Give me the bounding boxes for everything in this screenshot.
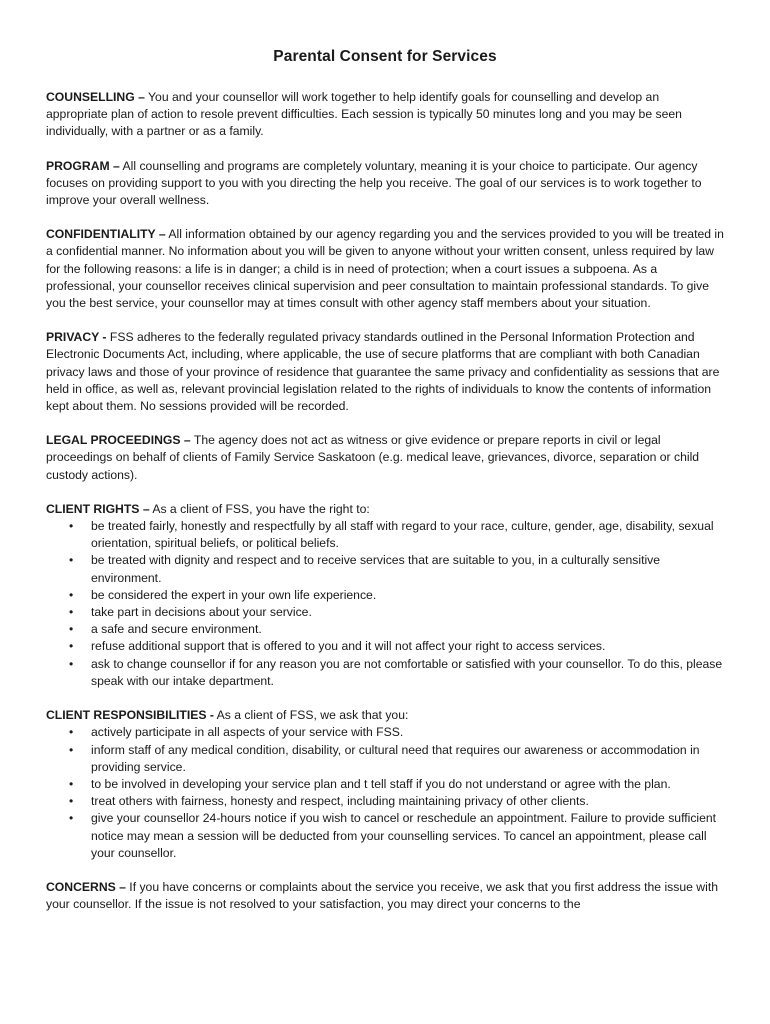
section-heading: LEGAL PROCEEDINGS –: [46, 433, 191, 448]
list-item: • to be involved in developing your service plan and t tell staff if you do not understand or agree with the plan.: [91, 776, 724, 793]
section-legal-proceedings: [46, 432, 724, 484]
section-privacy: [46, 329, 724, 415]
client-responsibilities-list: [46, 724, 724, 862]
section-text: As a client of FSS, you have the right to:: [149, 501, 370, 516]
page-title: Parental Consent for Services: [273, 48, 497, 65]
section-text: If you have concerns or complaints about the service you receive, we ask that you first address the issue with your counsellor. If the issue is not resolved to your satisfaction, you may direct your concerns to the: [46, 879, 718, 912]
section-text: FSS adheres to the federally regulated privacy standards outlined in the Personal Information Protection and Electronic Documents Act, including, where applicable, the use of secure platforms that are compliant with both Canadian privacy laws and those of your province of residence that guarantee the same privacy and confidentiality as sessions that are held in office, as well as, relevant provincial legislation related to the rights of individuals to know the contents of information kept about them. No sessions provided will be recorded.: [46, 330, 720, 414]
list-item: • treat others with fairness, honesty and respect, including maintaining privacy of other clients.: [91, 793, 724, 810]
section-heading: PROGRAM –: [46, 158, 120, 173]
list-item: • inform staff of any medical condition, disability, or cultural need that requires our awareness or accommodation in providing service.: [91, 742, 724, 776]
section-heading: CONCERNS –: [46, 879, 126, 894]
list-item: • be considered the expert in your own life experience.: [91, 587, 724, 604]
section-heading: COUNSELLING –: [46, 90, 145, 104]
section-client-rights: [46, 501, 724, 690]
section-confidentiality: [46, 226, 724, 312]
list-item: • refuse additional support that is offered to you and it will not affect your right to access services.: [91, 638, 724, 655]
section-counselling: [46, 89, 724, 141]
section-client-responsibilities: [46, 707, 724, 862]
section-heading: CLIENT RESPONSIBILITIES -: [46, 708, 214, 723]
section-text: All counselling and programs are completely voluntary, meaning it is your choice to participate. Our agency focuses on providing support to you with you directing the help you receive. The goal of our services is to work together to improve your overall wellness.: [46, 158, 702, 208]
section-heading: PRIVACY -: [46, 330, 107, 345]
list-item: • be treated with dignity and respect and to receive services that are suitable to you, in a culturally sensitive environment.: [91, 552, 724, 586]
section-text: You and your counsellor will work together to help identify goals for counselling and develop an appropriate plan of action to resole prevent difficulties. Each session is typically 50 minutes long and you may be seen individually, with a partner or as a family.: [46, 90, 682, 139]
list-item: • take part in decisions about your service.: [91, 604, 724, 621]
section-text: All information obtained by our agency regarding you and the services provided to you will be treated in a confidential manner. No information about you will be given to anyone without your written consent, unless required by law for the following reasons: a life is in danger; a child is in need of protection; when a court issues a subpoena. As a professional, your counsellor receives clinical supervision and peer consultation to maintain professional standards. To give you the best service, your counsellor may at times consult with other agency staff members about your situation.: [46, 227, 724, 311]
section-text: As a client of FSS, we ask that you:: [213, 708, 409, 723]
list-item: • actively participate in all aspects of your service with FSS.: [91, 724, 724, 741]
section-program: [46, 158, 724, 210]
list-item: • be treated fairly, honestly and respectfully by all staff with regard to your race, culture, gender, age, disability, sexual orientation, spiritual beliefs, or political beliefs.: [91, 518, 724, 552]
section-concerns: [46, 879, 724, 913]
client-rights-list: [46, 518, 724, 690]
list-item: • ask to change counsellor if for any reason you are not comfortable or satisfied with your counsellor. To do this, please speak with our intake department.: [91, 656, 724, 690]
list-item: • give your counsellor 24-hours notice if you wish to cancel or reschedule an appointment. Failure to provide sufficient notice may mean a session will be deducted from your counselling services. To cancel an appointment, please call your counsellor.: [91, 810, 724, 862]
section-heading: CLIENT RIGHTS –: [46, 501, 150, 516]
section-text: The agency does not act as witness or give evidence or prepare reports in civil or legal proceedings on behalf of clients of Family Service Saskatoon (e.g. medical leave, grievances, divorce, separation or child custody actions).: [46, 433, 700, 482]
list-item: • a safe and secure environment.: [91, 621, 724, 638]
section-heading: CONFIDENTIALITY –: [46, 227, 166, 242]
